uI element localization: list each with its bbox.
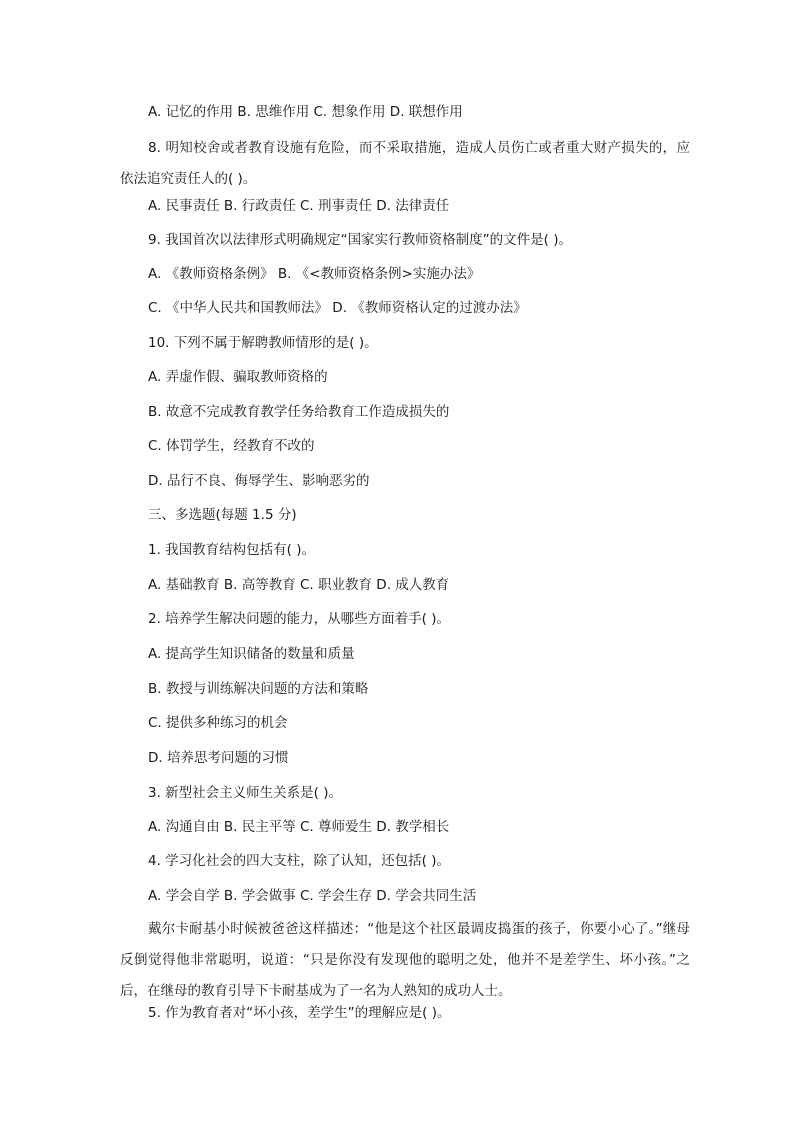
mc2-option-c: C. 提供多种练习的机会 [148,715,288,731]
q10-option-d: D. 品行不良、侮辱学生、影响恶劣的 [148,473,370,489]
section-heading-multiple-choice: 三、多选题(每题 1.5 分) [148,507,297,523]
mc4-options: A. 学会自学 B. 学会做事 C. 学会生存 D. 学会共同生活 [148,888,477,904]
mc4-question: 4. 学习化社会的四大支柱，除了认知，还包括( )。 [148,853,450,869]
q8-question: 8. 明知校舍或者教育设施有危险，而不采取措施，造成人员伤亡或者重大财产损失的，应依法追究责任人的( )。 [120,140,690,187]
mc5-question: 5. 作为教育者对“坏小孩，差学生”的理解应是( )。 [148,1005,451,1021]
q9-options-ab: A. 《教师资格条例》 B. 《<教师资格条例>实施办法》 [148,266,481,282]
mc2-option-b: B. 教授与训练解决问题的方法和策略 [148,681,369,697]
q10-question: 10. 下列不属于解聘教师情形的是( )。 [148,335,378,351]
q7-options: A. 记忆的作用 B. 思维作用 C. 想象作用 D. 联想作用 [148,104,463,120]
mc3-options: A. 沟通自由 B. 民主平等 C. 尊师爱生 D. 教学相长 [148,819,450,835]
q10-option-a: A. 弄虚作假、骗取教师资格的 [148,369,328,385]
q9-options-cd: C. 《中华人民共和国教师法》 D. 《教师资格认定的过渡办法》 [148,300,527,316]
mc2-option-d: D. 培养思考问题的习惯 [148,750,289,766]
mc1-question: 1. 我国教育结构包括有( )。 [148,542,315,558]
mc1-options: A. 基础教育 B. 高等教育 C. 职业教育 D. 成人教育 [148,577,450,593]
mc2-option-a: A. 提高学生知识储备的数量和质量 [148,646,355,662]
carnegie-passage: 戴尔卡耐基小时候被爸爸这样描述：“他是这个社区最调皮捣蛋的孩子，你要小心了。”继母反倒觉得他非常聪明，说道：“只是你没有发现他的聪明之处，他并不是差学生、坏小孩。”之后，在继母的教育引导下卡耐基成为了一名为人熟知的成功人士。 [120,921,690,999]
q8-options: A. 民事责任 B. 行政责任 C. 刑事责任 D. 法律责任 [148,198,450,214]
q10-option-b: B. 故意不完成教育教学任务给教育工作造成损失的 [148,404,450,420]
mc3-question: 3. 新型社会主义师生关系是( )。 [148,785,342,801]
mc2-question: 2. 培养学生解决问题的能力，从哪些方面着手( )。 [148,611,450,627]
q10-option-c: C. 体罚学生，经教育不改的 [148,438,315,454]
q9-question: 9. 我国首次以法律形式明确规定“国家实行教师资格制度”的文件是( )。 [148,232,572,248]
